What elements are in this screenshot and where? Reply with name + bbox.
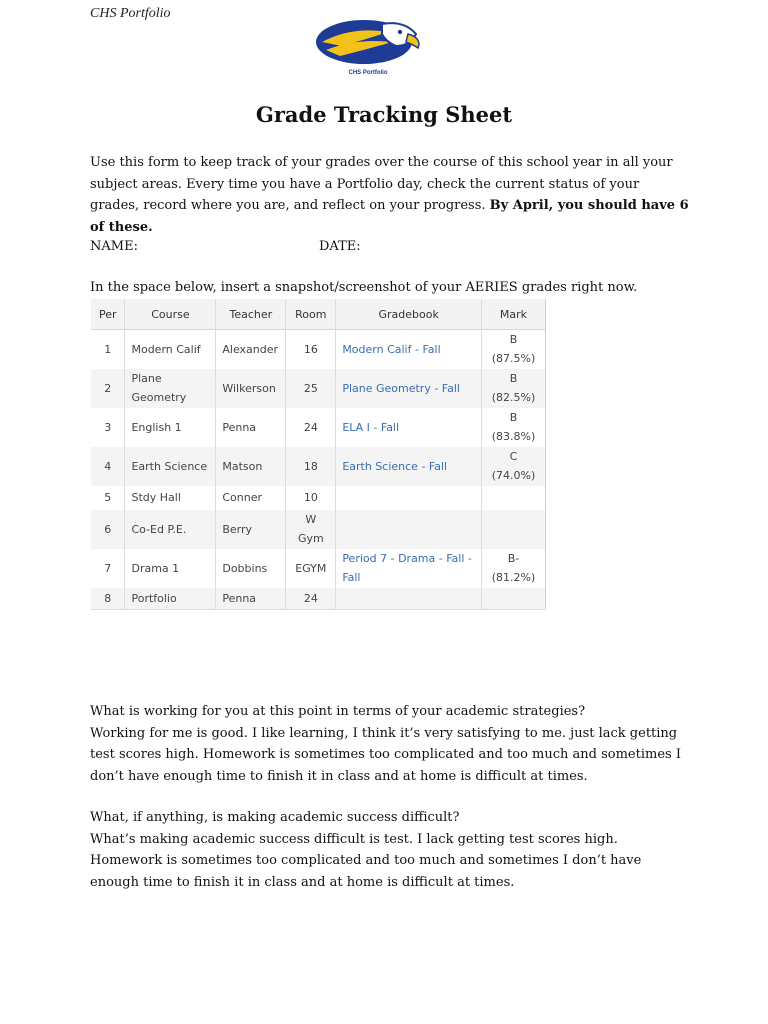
cell-mark: B (87.5%) [481,330,545,369]
cell-mark [481,486,545,510]
table-row [91,510,546,549]
reflection-question: What is working for you at this point in terms of your academic strategies? [90,704,586,719]
reflection-answer: What’s making academic success difficult is test. I lack getting test scores high. Homework is sometimes too complicated and too much and sometimes I don’t have enough time to finish it in class and at home is difficult at times. [90,831,642,890]
header-label: CHS Portfolio [90,6,171,21]
intro-text: Use this form to keep track of your grades over the course of this school year in all your subject areas. Every time you have a Portfolio day, check the current status of your grades, record where you are, and reflect on your progress. [90,155,673,213]
cell-per: 8 [91,588,125,610]
cell-teacher: Conner [216,486,286,510]
grades-table [91,299,546,610]
name-date-line [90,236,690,258]
cell-mark: B (83.8%) [481,408,545,447]
reflection-question: What, if anything, is making academic success difficult? [90,810,460,825]
cell-mark: B- (81.2%) [481,549,545,588]
page-title: Grade Tracking Sheet [255,102,513,127]
intro-bold-text: By April, you should have 6 of these. [90,198,689,235]
table-row [91,486,546,510]
table-row [91,588,546,610]
table-row [91,408,546,447]
col-header-gradebook: Gradebook [336,299,482,330]
logo-caption: CHS Portfolio [348,70,388,76]
date-label: DATE: [319,239,361,254]
gradebook-link [336,588,482,610]
table-row [91,369,546,408]
cell-teacher: Berry [216,510,286,549]
cell-mark [481,510,545,549]
cell-mark: B (82.5%) [481,369,545,408]
col-header-room: Room [286,299,336,330]
gradebook-link[interactable]: Period 7 - Drama - Fall - Fall [336,549,482,588]
name-label: NAME: [90,239,138,254]
cell-per: 3 [91,408,125,447]
cell-room: W Gym [286,510,336,549]
cell-teacher: Wilkerson [216,369,286,408]
col-header-teacher: Teacher [216,299,286,330]
col-header-course: Course [125,299,216,330]
cell-teacher: Penna [216,408,286,447]
screenshot-instructions: In the space below, insert a snapshot/screenshot of your AERIES grades right now. [90,280,638,295]
col-header-mark: Mark [481,299,545,330]
table-header-row [91,299,546,330]
cell-teacher: Dobbins [216,549,286,588]
cell-room: 24 [286,408,336,447]
cell-per: 5 [91,486,125,510]
cell-room: 25 [286,369,336,408]
intro-paragraph [90,152,690,238]
table-row [91,330,546,369]
gradebook-link [336,486,482,510]
cell-course: Stdy Hall [125,486,216,510]
cell-per: 4 [91,447,125,486]
cell-teacher: Matson [216,447,286,486]
col-header-per: Per [91,299,125,330]
reflection-answer: Working for me is good. I like learning, I think it’s very satisfying to me. just lack getting test scores high. Homework is sometimes too complicated and too much and sometimes I don’t have enough time to finish it in class and at home is difficult at times. [90,725,681,784]
cell-room: 24 [286,588,336,610]
cell-course: Co-Ed P.E. [125,510,216,549]
table-row [91,549,546,588]
cell-per: 6 [91,510,125,549]
cell-per: 7 [91,549,125,588]
cell-course: Earth Science [125,447,216,486]
cell-mark: C (74.0%) [481,447,545,486]
reflection-difficult [90,807,690,893]
gradebook-link [336,510,482,549]
cell-room: 16 [286,330,336,369]
cell-course: Modern Calif [125,330,216,369]
cell-per: 1 [91,330,125,369]
cell-per: 2 [91,369,125,408]
cell-room: 10 [286,486,336,510]
cell-course: Plane Geometry [125,369,216,408]
cell-room: 18 [286,447,336,486]
gradebook-link[interactable]: Plane Geometry - Fall [336,369,482,408]
cell-teacher: Alexander [216,330,286,369]
reflection-working [90,701,690,787]
cell-teacher: Penna [216,588,286,610]
gradebook-link[interactable]: Modern Calif - Fall [336,330,482,369]
cell-course: Portfolio [125,588,216,610]
cell-course: English 1 [125,408,216,447]
gradebook-link[interactable]: Earth Science - Fall [336,447,482,486]
gradebook-link[interactable]: ELA I - Fall [336,408,482,447]
cell-room: EGYM [286,549,336,588]
table-row [91,447,546,486]
cell-course: Drama 1 [125,549,216,588]
cell-mark [481,588,545,610]
